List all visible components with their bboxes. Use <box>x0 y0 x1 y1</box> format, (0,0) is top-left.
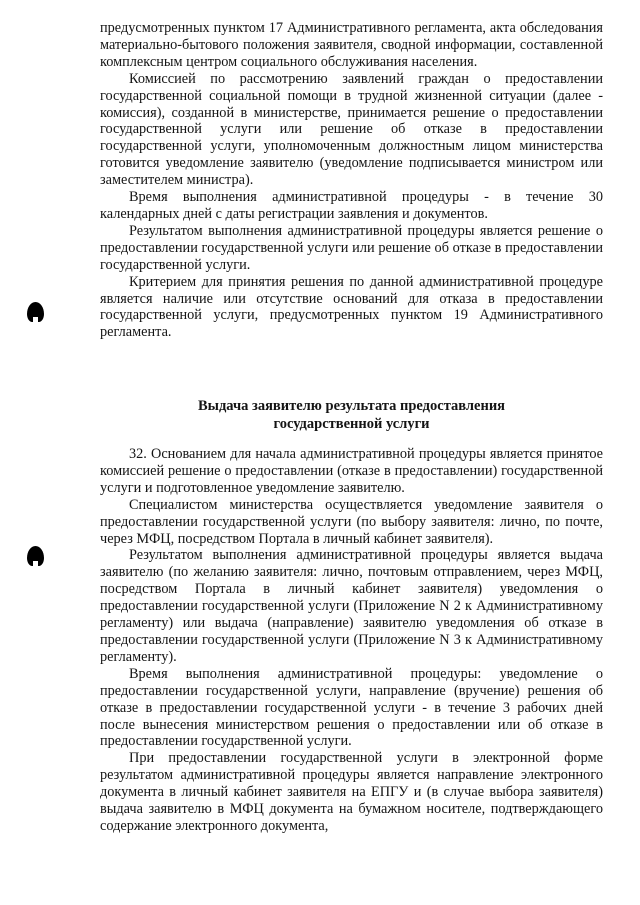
section-title-line: государственной услуги <box>273 416 430 432</box>
paragraph: 32. Основанием для начала административной процедуры является принятое комиссией решение о предоставлении (отказе в предоставлении) государственной услуги и подготовленное уведомление заявителю. <box>100 446 603 496</box>
section-title-line: Выдача заявителю результата предоставления <box>197 398 506 414</box>
section-title <box>100 397 603 433</box>
bottom-text-block <box>100 446 603 835</box>
paragraph: Время выполнения административной процедуры - в течение 30 календарных дней с даты регистрации заявления и документов. <box>100 189 603 222</box>
paragraph: При предоставлении государственной услуги в электронной форме результатом административной процедуры является направление электронного документа в личный кабинет заявителя на ЕПГУ и (в случае выбора заявителя) выдача заявителю в МФЦ документа на бумажном носителе, подтверждающего содержание электронного документа, <box>100 750 603 834</box>
paragraph: Комиссией по рассмотрению заявлений граждан о предоставлении государственной социальной помощи в трудной жизненной ситуации (далее - комиссия), созданной в министерстве, принимается решение о предоставлении государственной услуги или решение об отказе в предоставлении государственной услуги, уполномоченным должностным лицом министерства готовится уведомление заявителю (уведомление подписывается министром или заместителем министра). <box>100 70 603 189</box>
paragraph: Специалистом министерства осуществляется уведомление заявителя о предоставлении государственной услуги (по выбору заявителя: лично, по почте, через МФЦ, посредством Портала в личный кабинет заявителя). <box>100 496 603 547</box>
paragraph: Результатом выполнения административной процедуры является решение о предоставлении государственной услуги или решение об отказе в предоставлении государственной услуги. <box>100 222 603 273</box>
top-text-block <box>100 20 603 341</box>
punch-hole-mark <box>27 546 44 566</box>
paragraph: предусмотренных пунктом 17 Административного регламента, акта обследования материально-бытового положения заявителя, сводной информации, составленной комплексным центром социального обслуживания населения. <box>100 20 603 70</box>
paragraph: Критерием для принятия решения по данной административной процедуре является наличие или отсутствие оснований для отказа в предоставлении государственной услуги, предусмотренных пунктом 19 Административного регламента. <box>100 273 603 341</box>
punch-hole-mark <box>27 302 44 322</box>
paragraph: Результатом выполнения административной процедуры является выдача заявителю (по желанию заявителя: лично, почтовым отправлением, через МФЦ, посредством Портала в личный кабинет заявителя) уведомления о предоставлении государственной услуги (Приложение N 2 к Административному регламенту) или выдача (направление) заявителю уведомления об отказе в предоставлении государственной услуги (Приложение N 3 к Административному регламенту). <box>100 547 603 665</box>
paragraph: Время выполнения административной процедуры: уведомление о предоставлении государственной услуги, направление (вручение) решения об отказе в предоставлении государственной услуги - в течение 3 рабочих дней после вынесения министерством решения о предоставлении или об отказе в предоставлении государственной услуги. <box>100 665 603 750</box>
